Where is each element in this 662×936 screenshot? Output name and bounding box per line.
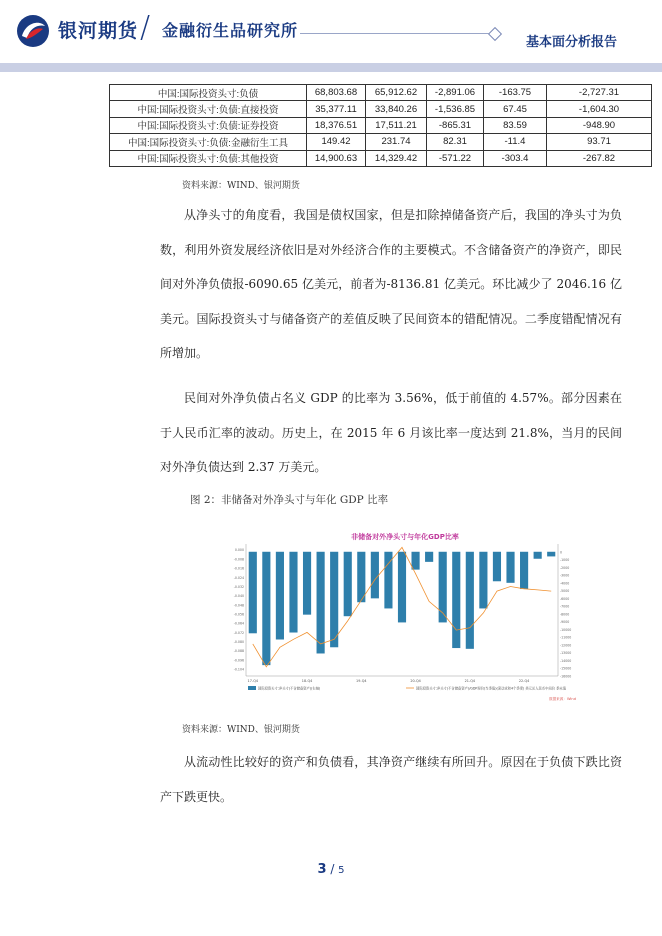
legend-bar-swatch	[248, 686, 256, 690]
row-value: 83.59	[484, 117, 547, 133]
x-axis-tick: 20-Q4	[410, 679, 421, 683]
chart-bar	[262, 552, 270, 665]
right-axis-tick: -6000	[560, 596, 570, 601]
row-label: 中国:国际投资头寸:负债	[110, 85, 307, 101]
left-axis-tick: -0.096	[233, 658, 244, 663]
chart-bar	[520, 552, 528, 589]
row-value: 17,511.21	[366, 117, 427, 133]
net-position-gdp-chart	[226, 528, 584, 704]
chart-bar	[479, 552, 487, 609]
chart-bar	[344, 552, 352, 616]
table-source: 资料来源：WIND、银河期货	[182, 181, 300, 191]
figure-caption: 图 2：非储备对外净头寸与年化 GDP 比率	[190, 494, 389, 506]
row-value: 18,376.51	[307, 117, 366, 133]
chart-bar	[276, 552, 284, 640]
chart-bar	[411, 552, 419, 570]
chart-bar	[466, 552, 474, 649]
right-axis-tick: -7000	[560, 604, 570, 609]
table-row	[110, 150, 652, 166]
paragraph-liquidity: 从流动性比较好的资产和负债看，其净资产继续有所回升。原因在于负债下跌比资产下跌更快。	[160, 755, 622, 804]
row-value: -267.82	[547, 150, 652, 166]
chart-bar	[534, 552, 542, 559]
right-axis-tick: -16000	[560, 674, 572, 679]
chart-bar	[452, 552, 460, 648]
row-value: -948.90	[547, 117, 652, 133]
table-row	[110, 117, 652, 133]
paragraph-net-position: 从净头寸的角度看，我国是债权国家，但是扣除掉储备资产后，我国的净头寸为负数，利用外资发展经济依旧是对外经济合作的主要模式。不含储备资产的净资产，即民间对外净负债报-6090.65 亿美元，前者为-8136.81 亿美元。环比减少了 2046.16 亿美元。国际投资头寸与储备资产的差值反映了民间资本的错配情况。二季度错配情况有所增加。	[160, 208, 622, 360]
report-type: 基本面分析报告	[526, 35, 618, 50]
row-value: 35,377.11	[307, 101, 366, 117]
row-label: 中国:国际投资头寸:负债:其他投资	[110, 150, 307, 166]
row-value: 14,900.63	[307, 150, 366, 166]
institute-name: 金融衍生品研究所	[162, 21, 299, 40]
row-value: 68,803.68	[307, 85, 366, 101]
row-value: 33,840.26	[366, 101, 427, 117]
left-axis-tick: -0.048	[233, 603, 244, 608]
right-axis-tick: 0	[560, 550, 563, 555]
chart-bar	[493, 552, 501, 582]
chart-bar	[330, 552, 338, 648]
row-label: 中国:国际投资头寸:负债:金融衍生工具	[110, 134, 307, 150]
row-value: -865.31	[427, 117, 484, 133]
chart-bar	[303, 552, 311, 615]
x-axis-tick: 22-Q4	[518, 679, 530, 683]
x-axis-tick: 18-Q4	[301, 679, 313, 683]
row-value: -1,536.85	[427, 101, 484, 117]
x-axis-tick: 21-Q4	[464, 679, 476, 683]
left-axis-tick: -0.008	[233, 557, 244, 562]
right-axis-tick: -13000	[560, 651, 572, 656]
row-value: -303.4	[484, 150, 547, 166]
legend-line-label: 国际投资头寸:净头寸(不含储备资产)/GDP现价(当季值)(滚动求和4个季度) 美元兑人民币中间价 季末值	[416, 686, 566, 691]
left-axis-tick: 0.000	[234, 548, 244, 553]
left-axis-tick: -0.056	[233, 612, 244, 617]
chart-bar	[357, 552, 365, 602]
paragraph-gdp-ratio: 民间对外净负债占名义 GDP 的比率为 3.56%，低于前值的 4.57%。部分因素在于人民币汇率的波动。历史上，在 2015 年 6 月该比率一度达到 21.8%，当月的民间对外净负债达到 2.37 万美元。	[160, 391, 622, 474]
galaxy-logo-icon	[16, 14, 50, 48]
x-axis-tick: 19-Q4	[356, 679, 367, 683]
x-axis-tick: 17-Q4	[247, 679, 259, 683]
table-row	[110, 101, 652, 117]
right-axis-tick: -14000	[560, 658, 572, 663]
right-axis-tick: -12000	[560, 643, 572, 648]
liability-table	[109, 84, 652, 167]
row-value: 67.45	[484, 101, 547, 117]
row-value: 14,329.42	[366, 150, 427, 166]
right-axis-tick: -8000	[560, 612, 570, 617]
diamond-icon	[488, 27, 502, 41]
right-axis-tick: -1000	[560, 558, 570, 563]
header-rule	[300, 33, 492, 34]
chart-bar	[398, 552, 406, 623]
legend-bar-label: 国际投资头寸:净头寸(不含储备资产)(右轴)	[258, 686, 321, 691]
chart-bar	[506, 552, 514, 583]
left-axis-tick: -0.032	[233, 584, 244, 589]
table-row	[110, 85, 652, 101]
left-axis-tick: -0.024	[233, 575, 244, 580]
left-axis-tick: -0.104	[233, 667, 244, 672]
chart-bar	[289, 552, 297, 633]
right-axis-tick: -10000	[560, 627, 572, 632]
row-value: -1,604.30	[547, 101, 652, 117]
right-axis-tick: -5000	[560, 589, 570, 594]
header-divider: /	[140, 10, 151, 45]
right-axis-tick: -4000	[560, 581, 570, 586]
chart-bar	[249, 552, 257, 634]
chart-footnote: 数据来源：Wind	[548, 697, 576, 701]
right-axis-tick: -15000	[560, 666, 572, 671]
row-value: 93.71	[547, 134, 652, 150]
chart-bar	[317, 552, 325, 654]
table-row	[110, 134, 652, 150]
right-axis-tick: -3000	[560, 573, 570, 578]
row-value: 231.74	[366, 134, 427, 150]
left-axis-tick: -0.016	[233, 566, 244, 571]
row-value: 82.31	[427, 134, 484, 150]
page-separator: /	[326, 862, 339, 876]
row-value: 65,912.62	[366, 85, 427, 101]
row-value: -571.22	[427, 150, 484, 166]
page-current: 3	[317, 862, 327, 877]
row-value: 149.42	[307, 134, 366, 150]
page-header	[0, 0, 662, 62]
left-axis-tick: -0.088	[233, 649, 244, 654]
row-label: 中国:国际投资头寸:负债:直接投资	[110, 101, 307, 117]
page-total: 5	[338, 865, 345, 876]
right-axis-tick: -11000	[560, 635, 572, 640]
row-value: -2,891.06	[427, 85, 484, 101]
left-axis-tick: -0.080	[233, 640, 244, 645]
chart-bar	[547, 552, 555, 557]
row-value: -163.75	[484, 85, 547, 101]
left-axis-tick: -0.072	[233, 630, 244, 635]
brand-name: 银河期货	[58, 20, 139, 42]
chart-bar	[439, 552, 447, 623]
chart-title: 非储备对外净头寸与年化GDP比率	[351, 533, 459, 541]
row-value: -11.4	[484, 134, 547, 150]
left-axis-tick: -0.040	[233, 594, 244, 599]
right-axis-tick: -9000	[560, 620, 570, 625]
chart-source: 资料来源：WIND、银河期货	[182, 725, 300, 735]
right-axis-tick: -2000	[560, 565, 570, 570]
page-number	[0, 858, 662, 877]
row-value: -2,727.31	[547, 85, 652, 101]
chart-bar	[425, 552, 433, 562]
header-band	[0, 63, 662, 72]
left-axis-tick: -0.064	[233, 621, 244, 626]
row-label: 中国:国际投资头寸:负债:证券投资	[110, 117, 307, 133]
chart-bar	[371, 552, 379, 599]
